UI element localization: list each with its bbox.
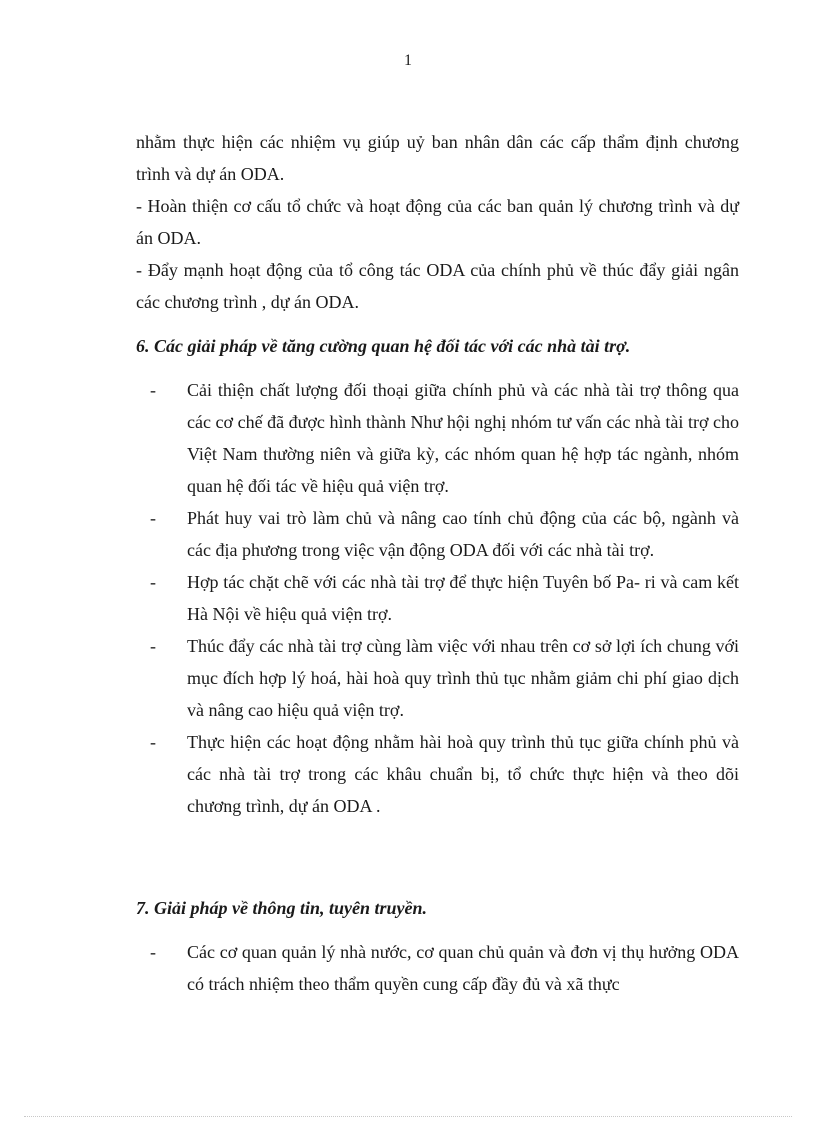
dash-bullet: - (150, 732, 156, 752)
list-item-text: Phát huy vai trò làm chủ và nâng cao tính chủ động của các bộ, ngành và các địa phương trong việc vận động ODA đối với các nhà tài trợ. (187, 508, 739, 560)
dash-bullet: - (150, 380, 156, 400)
list-item (136, 726, 739, 822)
intro-paragraph: nhằm thực hiện các nhiệm vụ giúp uỷ ban nhân dân các cấp thẩm định chương trình và dự án ODA. (136, 132, 739, 184)
list-item-text: Thúc đẩy các nhà tài trợ cùng làm việc với nhau trên cơ sở lợi ích chung với mục đích hợp lý hoá, hài hoà quy trình thủ tục nhằm giảm chi phí giao dịch và nâng cao hiệu quả viện trợ. (187, 636, 739, 720)
list-item (136, 566, 739, 630)
page-number: 1 (404, 52, 412, 69)
dash-bullet: - (150, 942, 156, 962)
intro-paragraph: - Đẩy mạnh hoạt động của tổ công tác ODA của chính phủ về thúc đẩy giải ngân các chương trình , dự án ODA. (136, 260, 739, 312)
list-item (136, 374, 739, 502)
list-item (136, 936, 739, 1000)
list-item-text: Các cơ quan quản lý nhà nước, cơ quan chủ quản và đơn vị thụ hưởng ODA có trách nhiệm theo thẩm quyền cung cấp đầy đủ và xã thực (187, 942, 739, 994)
section-6-heading: 6. Các giải pháp về tăng cường quan hệ đối tác với các nhà tài trợ. (136, 336, 631, 356)
dash-bullet: - (150, 636, 156, 656)
intro-paragraph: - Hoàn thiện cơ cấu tổ chức và hoạt động của các ban quản lý chương trình và dự án ODA. (136, 196, 739, 248)
list-item (136, 502, 739, 566)
dash-bullet: - (150, 508, 156, 528)
page-bottom-divider (24, 1116, 792, 1117)
section-6-list (136, 374, 739, 822)
list-item-text: Hợp tác chặt chẽ với các nhà tài trợ để thực hiện Tuyên bố Pa- ri và cam kết Hà Nội về hiệu quả viện trợ. (187, 572, 739, 624)
dash-bullet: - (150, 572, 156, 592)
list-item-text: Cải thiện chất lượng đối thoại giữa chính phủ và các nhà tài trợ thông qua các cơ chế đã được hình thành Như hội nghị nhóm tư vấn các nhà tài trợ cho Việt Nam thường niên và giữa kỳ, các nhóm quan hệ hợp tác ngành, nhóm quan hệ đối tác về hiệu quả viện trợ. (187, 380, 739, 496)
list-item-text: Thực hiện các hoạt động nhằm hài hoà quy trình thủ tục giữa chính phủ và các nhà tài trợ trong các khâu chuẩn bị, tổ chức thực hiện và theo dõi chương trình, dự án ODA . (187, 732, 739, 816)
section-7-list (136, 936, 739, 1000)
list-item (136, 630, 739, 726)
section-7-heading: 7. Giải pháp về thông tin, tuyên truyền. (136, 898, 428, 918)
document-body (136, 126, 739, 1000)
